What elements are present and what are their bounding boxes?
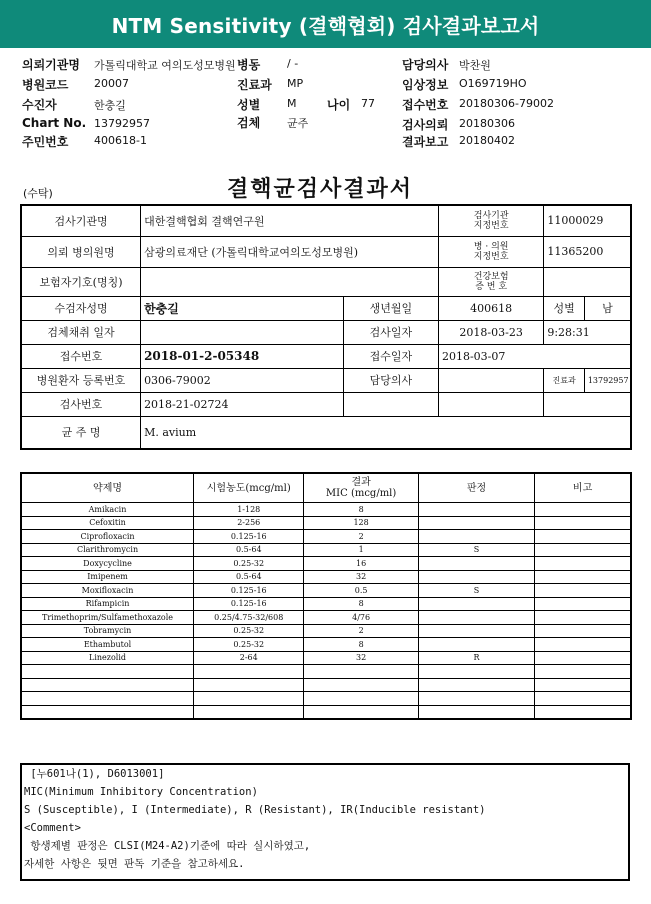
cell-judge [418, 557, 534, 571]
table-row [21, 516, 631, 530]
cell-conc: 0.125-16 [194, 584, 304, 598]
header-label: 의뢰기관명 [22, 58, 80, 72]
cell-judge [418, 705, 534, 719]
info-table [20, 204, 632, 450]
table-row [21, 638, 631, 652]
table-row [21, 651, 631, 665]
cell-conc: 2-64 [194, 651, 304, 665]
cell-judge [418, 638, 534, 652]
cell-judge [418, 665, 534, 679]
header-value: 400618-1 [94, 134, 147, 147]
recv-no-label: 접수번호 [21, 344, 141, 368]
collect-label: 검체채취 일자 [21, 320, 141, 344]
header-note: 비고 [535, 473, 631, 503]
cell-drug: Doxycycline [21, 557, 194, 571]
header-value: 균주 [287, 117, 309, 130]
lab-label: 검사기관명 [21, 205, 141, 236]
cell-note [535, 557, 631, 571]
cell-note [535, 570, 631, 584]
cell-drug: Amikacin [21, 503, 194, 517]
table-row [21, 530, 631, 544]
header-label: 병원코드 [22, 78, 69, 92]
cell-drug: Imipenem [21, 570, 194, 584]
note-line: S (Susceptible), I (Intermediate), R (Resistant), IR(Inducible resistant) [24, 804, 486, 816]
header-conc: 시험농도(mcg/ml) [194, 473, 304, 503]
cell-note [535, 543, 631, 557]
lab-code-value: 11000029 [544, 205, 631, 236]
cell-drug: Clarithromycin [21, 543, 194, 557]
cell-drug: Moxifloxacin [21, 584, 194, 598]
strain-label: 균 주 명 [21, 416, 141, 449]
header-value: / - [287, 57, 299, 70]
collect-value [141, 320, 344, 344]
header-mic: 결과 MIC (mcg/ml) [304, 473, 418, 503]
note-line: [누601나(1), D6013001] [24, 768, 165, 780]
test-date-label: 검사일자 [343, 320, 438, 344]
cell-mic [304, 678, 418, 692]
table-row [21, 557, 631, 571]
cell-note [535, 665, 631, 679]
cell-conc: 0.25-32 [194, 638, 304, 652]
cell-mic: 2 [304, 624, 418, 638]
cell-mic: 16 [304, 557, 418, 571]
reg-value: 0306-79002 [141, 368, 344, 392]
header-label: 임상정보 [402, 78, 449, 92]
table-row [21, 543, 631, 557]
cell-drug: Rifampicin [21, 597, 194, 611]
test-time-value: 9:28:31 [544, 320, 631, 344]
cell-judge [418, 692, 534, 706]
reg-label: 병원환자 등록번호 [21, 368, 141, 392]
empty-cell [584, 392, 631, 416]
cell-judge [418, 597, 534, 611]
cell-note [535, 624, 631, 638]
cell-judge [418, 516, 534, 530]
header-label: 성별 [237, 98, 261, 112]
recv-date-label: 접수일자 [343, 344, 438, 368]
header-label: 나이 [327, 98, 351, 112]
recv-no-value: 2018-01-2-05348 [141, 344, 344, 368]
header-label: 담당의사 [402, 58, 449, 72]
cell-mic: 8 [304, 597, 418, 611]
sex-value: 남 [584, 296, 631, 320]
cell-drug: Tobramycin [21, 624, 194, 638]
cell-drug: Linezolid [21, 651, 194, 665]
header-value: 가톨릭대학교 여의도성모병원 [94, 59, 236, 72]
cell-conc: 0.125-16 [194, 530, 304, 544]
cell-judge [418, 503, 534, 517]
cell-conc: 2-256 [194, 516, 304, 530]
hosp-code-value: 11365200 [544, 236, 631, 267]
hosp-label: 의뢰 병의원명 [21, 236, 141, 267]
cell-drug [21, 678, 194, 692]
name-value: 한충길 [141, 296, 344, 320]
cell-judge: R [418, 651, 534, 665]
cell-judge: S [418, 543, 534, 557]
empty-cell [438, 392, 543, 416]
cell-conc [194, 692, 304, 706]
header-value: M [287, 97, 297, 110]
table-row [21, 611, 631, 625]
cell-conc: 0.25/4.75-32/608 [194, 611, 304, 625]
cell-judge [418, 611, 534, 625]
cell-note [535, 516, 631, 530]
cell-note [535, 597, 631, 611]
cell-note [535, 651, 631, 665]
report-tag: (수탁) [23, 187, 53, 200]
cell-judge [418, 570, 534, 584]
cell-conc: 0.25-32 [194, 557, 304, 571]
header-label: 검사의뢰 [402, 118, 449, 132]
header-drug: 약제명 [21, 473, 194, 503]
dept-label: 진료과 [544, 368, 585, 392]
cell-conc [194, 665, 304, 679]
table-row [21, 678, 631, 692]
cell-note [535, 638, 631, 652]
note-line: 항생제별 판정은 CLSI(M24-A2)기준에 따라 실시하였고, [24, 840, 311, 852]
header-label: 접수번호 [402, 98, 449, 112]
header-judge: 판정 [418, 473, 534, 503]
health-value [544, 267, 631, 296]
cell-mic: 128 [304, 516, 418, 530]
header-value: 박찬원 [459, 59, 491, 72]
table-row [21, 692, 631, 706]
recv-date-value: 2018-03-07 [438, 344, 631, 368]
cell-conc: 0.5-64 [194, 570, 304, 584]
cell-drug [21, 705, 194, 719]
header-value: 77 [361, 97, 375, 110]
header-label: 주민번호 [22, 135, 69, 149]
cell-judge: S [418, 584, 534, 598]
cell-note [535, 530, 631, 544]
test-date-value: 2018-03-23 [438, 320, 543, 344]
cell-mic: 1 [304, 543, 418, 557]
header-value: O169719HO [459, 77, 527, 90]
cell-mic: 4/76 [304, 611, 418, 625]
cell-judge [418, 624, 534, 638]
cell-mic: 2 [304, 530, 418, 544]
empty-cell [544, 392, 585, 416]
page-title: NTM Sensitivity (결핵협회) 검사결과보고서 [0, 0, 651, 48]
cell-conc: 1-128 [194, 503, 304, 517]
table-row [21, 665, 631, 679]
note-line: <Comment> [24, 822, 81, 834]
insurer-value [141, 267, 439, 296]
sex-label: 성별 [544, 296, 585, 320]
drug-table-header [21, 473, 631, 503]
test-no-label: 검사번호 [21, 392, 141, 416]
lab-code-label: 검사기관 지정번호 [438, 205, 543, 236]
cell-conc: 0.125-16 [194, 597, 304, 611]
cell-drug: Ethambutol [21, 638, 194, 652]
header-value: 13792957 [94, 117, 150, 130]
cell-conc [194, 678, 304, 692]
header-value: 20180402 [459, 134, 515, 147]
cell-drug: Cefoxitin [21, 516, 194, 530]
cell-mic [304, 665, 418, 679]
cell-mic [304, 705, 418, 719]
header-value: 20180306-79002 [459, 97, 554, 110]
cell-drug [21, 665, 194, 679]
dept-value: 13792957 [584, 368, 631, 392]
cell-drug: Ciprofloxacin [21, 530, 194, 544]
cell-conc: 0.5-64 [194, 543, 304, 557]
notes-box [20, 763, 630, 881]
drug-table [20, 472, 632, 720]
header-value: MP [287, 77, 304, 90]
header-value: 20007 [94, 77, 129, 90]
cell-mic: 0.5 [304, 584, 418, 598]
note-line: MIC(Minimum Inhibitory Concentration) [24, 786, 258, 798]
note-line: 자세한 사항은 뒷면 판독 기준을 참고하세요. [24, 858, 245, 870]
cell-judge [418, 530, 534, 544]
cell-judge [418, 678, 534, 692]
cell-note [535, 692, 631, 706]
header-label: 병동 [237, 58, 261, 72]
dob-label: 생년월일 [343, 296, 438, 320]
hosp-value: 삼광의료재단 (가톨릭대학교여의도성모병원) [141, 236, 439, 267]
strain-value: M. avium [141, 416, 631, 449]
cell-note [535, 611, 631, 625]
name-label: 수검자성명 [21, 296, 141, 320]
health-label: 건강보험 증 번 호 [438, 267, 543, 296]
header-value: 20180306 [459, 117, 515, 130]
header-value: 한충길 [94, 99, 126, 112]
hosp-code-label: 병 · 의원 지정번호 [438, 236, 543, 267]
cell-note [535, 678, 631, 692]
dob-value: 400618 [438, 296, 543, 320]
header-label: Chart No. [22, 116, 87, 130]
insurer-label: 보험자기호(명칭) [21, 267, 141, 296]
header-label: 진료과 [237, 78, 272, 92]
table-row [21, 624, 631, 638]
cell-note [535, 503, 631, 517]
lab-value: 대한결핵협회 결핵연구원 [141, 205, 439, 236]
cell-mic [304, 692, 418, 706]
doctor-label: 담당의사 [343, 368, 438, 392]
cell-note [535, 584, 631, 598]
report-title: 결핵균검사결과서 [227, 176, 414, 202]
table-row [21, 705, 631, 719]
table-row [21, 584, 631, 598]
header-label: 수진자 [22, 98, 57, 112]
cell-mic: 32 [304, 651, 418, 665]
cell-conc [194, 705, 304, 719]
header-label: 검체 [237, 116, 261, 130]
table-row [21, 570, 631, 584]
cell-mic: 8 [304, 638, 418, 652]
doctor-value [438, 368, 543, 392]
table-row [21, 503, 631, 517]
header-label: 결과보고 [402, 135, 449, 149]
cell-drug [21, 692, 194, 706]
cell-mic: 8 [304, 503, 418, 517]
table-row [21, 597, 631, 611]
cell-note [535, 705, 631, 719]
cell-mic: 32 [304, 570, 418, 584]
cell-drug: Trimethoprim/Sulfamethoxazole [21, 611, 194, 625]
test-no-value: 2018-21-02724 [141, 392, 344, 416]
empty-cell [343, 392, 438, 416]
cell-conc: 0.25-32 [194, 624, 304, 638]
